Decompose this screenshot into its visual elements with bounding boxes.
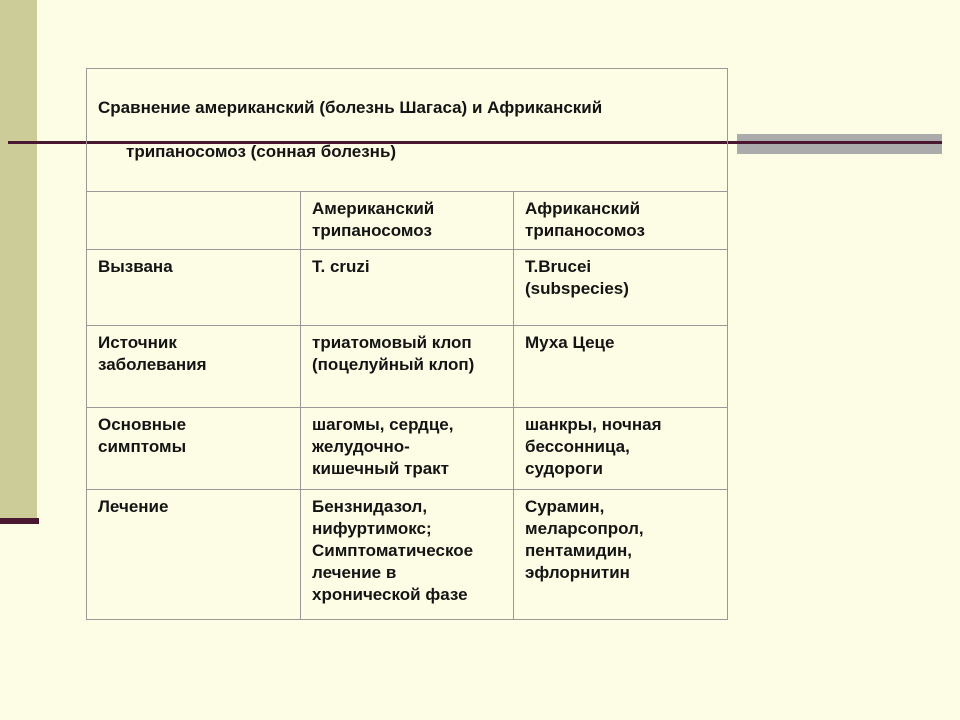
row-label-treatment: Лечение bbox=[87, 490, 301, 620]
table-row-treatment bbox=[87, 490, 728, 620]
table-row-cause bbox=[87, 250, 728, 326]
table-title-line-2: трипаносомоз (сонная болезнь) bbox=[126, 142, 397, 161]
cell-american-treatment: Бензнидазол, нифуртимокс; Симптоматическое лечение в хронической фазе bbox=[301, 490, 514, 620]
header-cell-empty bbox=[87, 192, 301, 250]
row-label-symptoms: Основные симптомы bbox=[87, 408, 301, 490]
left-decor-bar-foot bbox=[0, 518, 39, 524]
header-cell-african: Африканский трипаносомоз bbox=[514, 192, 728, 250]
row-label-source: Источник заболевания bbox=[87, 326, 301, 408]
cell-african-symptoms: шанкры, ночная бессонница, судороги bbox=[514, 408, 728, 490]
cell-american-cause: T. cruzi bbox=[301, 250, 514, 326]
table-row-source bbox=[87, 326, 728, 408]
left-decor-bar bbox=[0, 0, 37, 518]
cell-american-source: триатомовый клоп (поцелуйный клоп) bbox=[301, 326, 514, 408]
table-row-symptoms bbox=[87, 408, 728, 490]
header-cell-american: Американский трипаносомоз bbox=[301, 192, 514, 250]
comparison-table bbox=[86, 68, 728, 620]
table-title-line-1: Сравнение американский (болезнь Шагаса) и Африканский bbox=[98, 98, 603, 117]
table-title-cell bbox=[87, 69, 728, 192]
cell-african-cause: T.Brucei (subspecies) bbox=[514, 250, 728, 326]
cell-american-symptoms: шагомы, сердце, желудочно- кишечный тракт bbox=[301, 408, 514, 490]
title-row bbox=[87, 69, 728, 192]
header-row bbox=[87, 192, 728, 250]
row-label-cause: Вызвана bbox=[87, 250, 301, 326]
cell-african-source: Муха Цеце bbox=[514, 326, 728, 408]
cell-african-treatment: Сурамин, меларсопрол, пентамидин, эфлорнитин bbox=[514, 490, 728, 620]
right-decor-gray-bar bbox=[737, 134, 942, 154]
right-decor-line bbox=[737, 141, 942, 144]
